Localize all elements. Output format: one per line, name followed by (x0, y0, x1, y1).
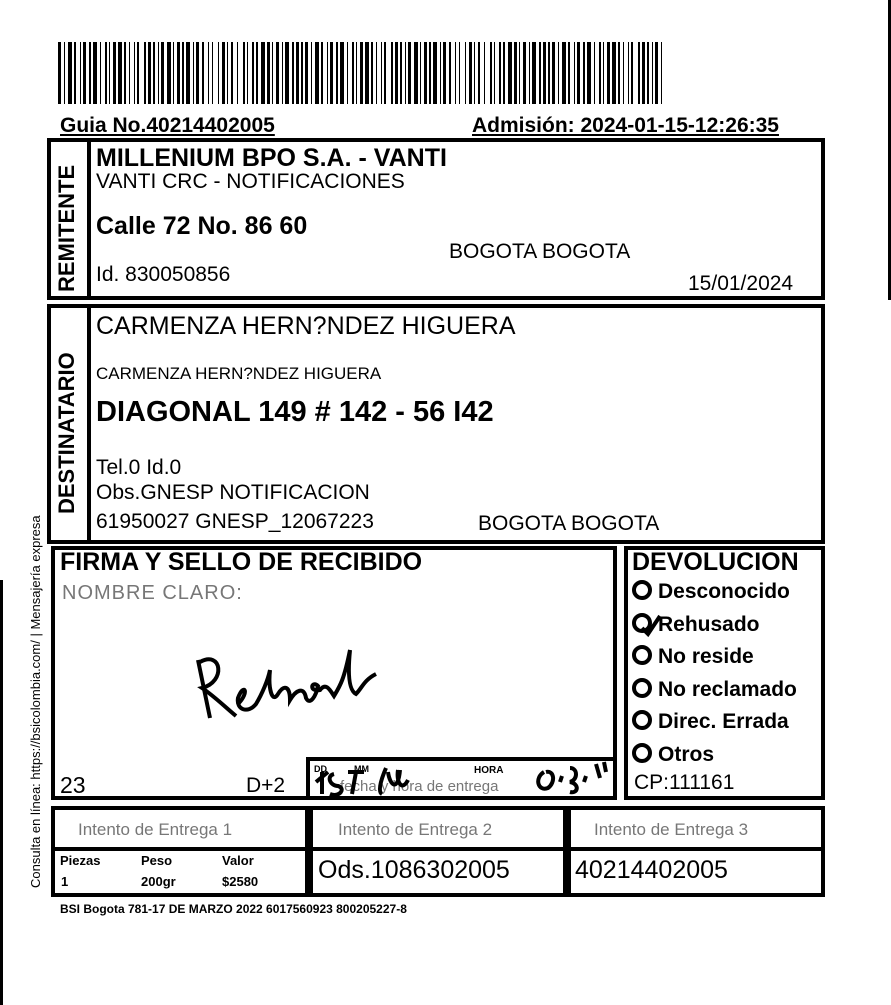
barcode-bar (193, 42, 194, 104)
barcode-bar (202, 42, 204, 104)
sender-address: Calle 72 No. 86 60 (96, 212, 308, 240)
recipient-name: CARMENZA HERN?NDEZ HIGUERA (96, 312, 516, 340)
side-consult-text: Consulta en línea: https://bsicolombia.com/ | Mensajería expresa (28, 515, 43, 888)
barcode-bar (347, 42, 348, 104)
barcode-bar (618, 42, 620, 104)
barcode-bar (89, 42, 91, 104)
barcode-bar (519, 42, 520, 104)
barcode-bar (484, 42, 485, 104)
barcode (58, 42, 664, 104)
signature-title: FIRMA Y SELLO DE RECIBIDO (60, 548, 423, 576)
return-title: DEVOLUCION (632, 548, 799, 576)
barcode-bar (327, 42, 328, 104)
barcode-bar (469, 42, 472, 104)
return-option[interactable] (632, 645, 754, 669)
barcode-bar (144, 42, 146, 104)
barcode-bar (384, 42, 386, 104)
recipient-city: BOGOTA BOGOTA (478, 512, 660, 535)
barcode-bar (305, 42, 308, 104)
barcode-bar (562, 42, 566, 104)
left-edge-mark (0, 580, 3, 1005)
barcode-bar (212, 42, 213, 104)
barcode-bar (478, 42, 480, 104)
delivery-days: D+2 (246, 774, 286, 797)
weight-value: 200gr (141, 874, 176, 889)
barcode-bar (577, 42, 580, 104)
footer-text: BSI Bogota 781-17 DE MARZO 2022 6017560923 800205227-8 (60, 902, 407, 916)
barcode-bar (330, 42, 333, 104)
ods-number: Ods.1086302005 (318, 856, 510, 884)
barcode-bar (587, 42, 591, 104)
barcode-bar (628, 42, 629, 104)
barcode-bar (186, 42, 190, 104)
barcode-bar (465, 42, 466, 104)
barcode-bar (414, 42, 418, 104)
barcode-bar (539, 42, 541, 104)
return-option[interactable] (632, 710, 789, 734)
barcode-bar (182, 42, 184, 104)
barcode-bar (543, 42, 546, 104)
barcode-bar (105, 42, 107, 104)
barcode-bar (315, 42, 319, 104)
barcode-bar (58, 42, 61, 104)
return-option-label: Otros (658, 742, 715, 766)
barcode-bar (552, 42, 555, 104)
barcode-bar (118, 42, 122, 104)
barcode-bar (292, 42, 294, 104)
checkmark-icon (638, 612, 664, 642)
barcode-bar (247, 42, 248, 104)
barcode-bar (508, 42, 512, 104)
postal-code: CP:111161 (634, 771, 735, 794)
barcode-bar (400, 42, 402, 104)
barcode-bar (603, 42, 604, 104)
barcode-bar (440, 42, 441, 104)
return-option-label: Desconocido (658, 580, 790, 603)
barcode-bar (655, 42, 658, 104)
recipient-ref: 61950027 GNESP_12067223 (96, 510, 374, 533)
barcode-bar (161, 42, 164, 104)
sender-date: 15/01/2024 (688, 272, 794, 295)
radio-circle-icon (632, 678, 652, 698)
barcode-bar (594, 42, 595, 104)
barcode-bar (433, 42, 437, 104)
barcode-bar (365, 42, 369, 104)
barcode-bar (420, 42, 421, 104)
sender-sub: VANTI CRC - NOTIFICACIONES (96, 170, 405, 193)
return-option[interactable] (632, 743, 714, 767)
barcode-bar (321, 42, 323, 104)
barcode-bar (503, 42, 505, 104)
radio-circle-icon (632, 645, 652, 665)
barcode-bar (231, 42, 233, 104)
handwritten-datetime (308, 752, 618, 800)
barcode-bar (623, 42, 624, 104)
value-amount: $2580 (222, 874, 259, 889)
barcode-bar (282, 42, 283, 104)
value-label: Valor (222, 853, 254, 868)
pieces-value: 1 (61, 874, 69, 889)
barcode-bar (340, 42, 344, 104)
radio-circle-icon (632, 743, 652, 763)
barcode-bar (196, 42, 199, 104)
barcode-bar (638, 42, 640, 104)
barcode-bar (459, 42, 460, 104)
barcode-bar (381, 42, 382, 104)
barcode-bar (558, 42, 559, 104)
barcode-bar (74, 42, 76, 104)
barcode-bar (113, 42, 116, 104)
barcode-bar (548, 42, 550, 104)
return-option[interactable] (632, 580, 790, 604)
barcode-bar (652, 42, 653, 104)
recipient-name-2: CARMENZA HERN?NDEZ HIGUERA (96, 364, 382, 383)
barcode-bar (449, 42, 451, 104)
barcode-bar (529, 42, 530, 104)
barcode-bar (360, 42, 363, 104)
barcode-bar (336, 42, 338, 104)
signature-number: 23 (60, 772, 86, 798)
barcode-bar (429, 42, 431, 104)
barcode-bar (100, 42, 101, 104)
barcode-bar (276, 42, 279, 104)
barcode-bar (261, 42, 265, 104)
barcode-bar (129, 42, 130, 104)
barcode-bar (222, 42, 225, 104)
barcode-bar (285, 42, 289, 104)
barcode-bar (227, 42, 228, 104)
return-option-label: No reclamado (658, 677, 797, 701)
sender-name: MILLENIUM BPO S.A. - VANTI (96, 144, 447, 172)
return-option-label: No reside (658, 645, 754, 668)
return-option[interactable] (632, 678, 797, 702)
recipient-address: DIAGONAL 149 # 142 - 56 I42 (96, 396, 494, 428)
barcode-bar (376, 42, 377, 104)
barcode-bar (391, 42, 393, 104)
barcode-bar (523, 42, 526, 104)
sender-id: Id. 830050856 (96, 263, 231, 286)
recipient-obs: Obs.GNESP NOTIFICACION (96, 481, 370, 504)
guia-number: Guia No.40214402005 (60, 114, 275, 137)
barcode-bar (494, 42, 495, 104)
barcode-bar (80, 42, 81, 104)
attempt-3-label: Intento de Entrega 3 (594, 820, 749, 839)
day-label: DD (314, 764, 327, 774)
barcode-bar (408, 42, 411, 104)
barcode-bar (68, 42, 72, 104)
barcode-bar (173, 42, 174, 104)
barcode-bar (177, 42, 180, 104)
weight-label: Peso (141, 853, 173, 868)
pieces-label: Piezas (60, 853, 101, 868)
barcode-bar (574, 42, 575, 104)
barcode-bar (642, 42, 645, 104)
return-option-label: Rehusado (658, 612, 760, 636)
sender-city: BOGOTA BOGOTA (449, 240, 631, 263)
barcode-bar (311, 42, 312, 104)
barcode-bar (474, 42, 475, 104)
barcode-bar (599, 42, 601, 104)
handwritten-signature (180, 610, 380, 725)
barcode-bar (661, 42, 662, 104)
barcode-bar (137, 42, 139, 104)
barcode-bar (371, 42, 373, 104)
barcode-bar (443, 42, 446, 104)
attempt-2-label: Intento de Entrega 2 (338, 820, 493, 839)
barcode-bar (64, 42, 65, 104)
return-option-label: Direc. Errada (658, 710, 789, 733)
recipient-tel: Tel.0 Id.0 (96, 456, 182, 479)
barcode-bar (83, 42, 86, 104)
tracking-number: 40214402005 (575, 856, 728, 884)
barcode-bar (267, 42, 270, 104)
barcode-bar (148, 42, 151, 104)
hour-label: HORA (474, 765, 504, 776)
barcode-bar (455, 42, 456, 104)
barcode-bar (153, 42, 155, 104)
barcode-bar (93, 42, 97, 104)
barcode-bar (134, 42, 135, 104)
barcode-bar (252, 42, 254, 104)
month-label: MM (354, 764, 369, 774)
barcode-bar (514, 42, 517, 104)
admission-date: Admisión: 2024-01-15-12:26:35 (472, 114, 779, 137)
barcode-bar (167, 42, 171, 104)
barcode-bar (490, 42, 492, 104)
delivery-datetime-label: fecha y hora de entrega (340, 778, 499, 795)
barcode-bar (405, 42, 406, 104)
sender-label: REMITENTE (54, 164, 79, 292)
barcode-bar (208, 42, 209, 104)
barcode-bar (607, 42, 610, 104)
barcode-bar (612, 42, 616, 104)
barcode-bar (395, 42, 398, 104)
barcode-bar (647, 42, 649, 104)
recipient-label: DESTINATARIO (54, 352, 79, 514)
barcode-bar (352, 42, 354, 104)
barcode-bar (424, 42, 427, 104)
barcode-bar (499, 42, 501, 104)
barcode-bar (301, 42, 303, 104)
barcode-bar (218, 42, 219, 104)
barcode-bar (631, 42, 633, 104)
attempt-1-label: Intento de Entrega 1 (78, 820, 233, 839)
barcode-bar (532, 42, 536, 104)
clear-name-label: NOMBRE CLARO: (62, 582, 243, 604)
barcode-bar (272, 42, 273, 104)
barcode-bar (124, 42, 126, 104)
barcode-bar (158, 42, 159, 104)
barcode-bar (237, 42, 238, 104)
barcode-bar (583, 42, 585, 104)
radio-circle-icon (632, 580, 652, 600)
radio-circle-icon (632, 710, 652, 730)
barcode-bar (243, 42, 245, 104)
barcode-bar (356, 42, 357, 104)
barcode-bar (256, 42, 258, 104)
barcode-bar (109, 42, 110, 104)
barcode-bar (568, 42, 570, 104)
barcode-bar (296, 42, 299, 104)
